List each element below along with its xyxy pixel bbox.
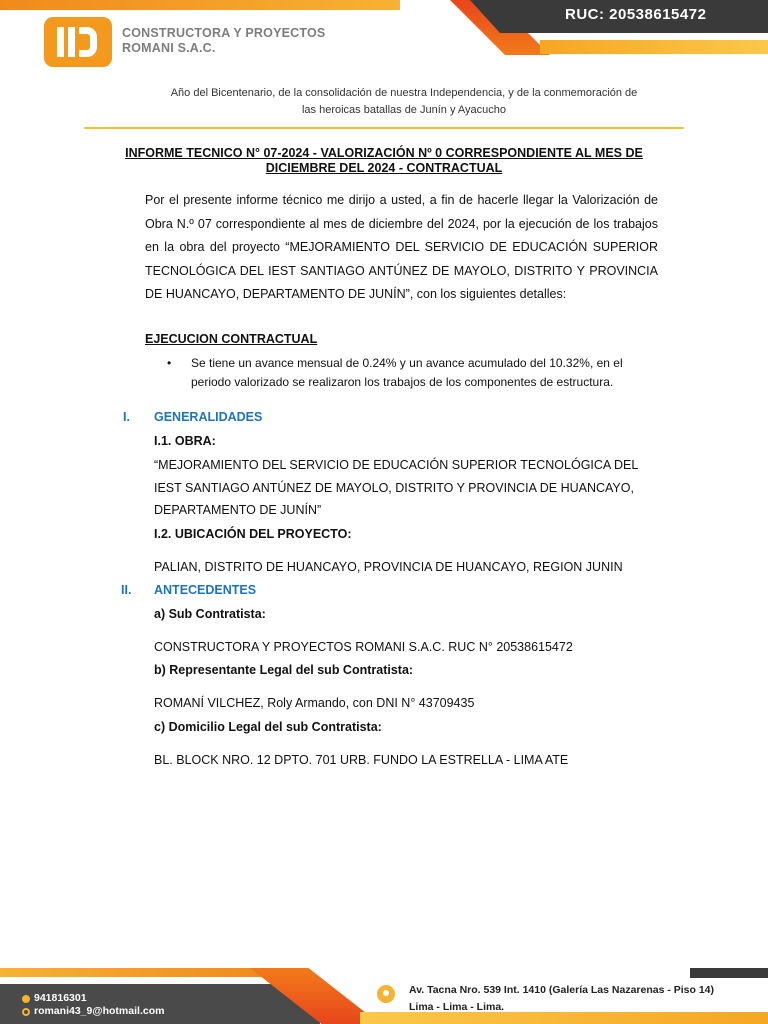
footer-dark-corner: [690, 968, 768, 978]
bullet-icon: •: [167, 356, 172, 370]
domicilio-text: BL. BLOCK NRO. 12 DPTO. 701 URB. FUNDO LA ESTRELLA - LIMA ATE: [154, 753, 569, 767]
company-name: [122, 26, 325, 56]
subcontratista-label: a) Sub Contratista:: [154, 607, 266, 621]
section1-title: GENERALIDADES: [154, 410, 263, 424]
company-logo-icon: [44, 17, 112, 67]
report-title: [100, 146, 668, 176]
company-name-line2: ROMANI S.A.C.: [122, 41, 216, 55]
domicilio-label: c) Domicilio Legal del sub Contratista:: [154, 720, 382, 734]
footer-orange-band: [0, 968, 270, 977]
obra-label: I.1. OBRA:: [154, 434, 216, 448]
motto-line2: las heroicas batallas de Junín y Ayacucho: [301, 104, 507, 116]
representante-text: ROMANÍ VILCHEZ, Roly Armando, con DNI N° 43709435: [154, 696, 475, 710]
section2-title: ANTECEDENTES: [154, 583, 257, 597]
company-name-line1: CONSTRUCTORA Y PROYECTOS: [122, 26, 326, 40]
address-line2: Lima - Lima - Lima.: [409, 1001, 505, 1013]
year-motto: [84, 85, 724, 119]
motto-line1: Año del Bicentenario, de la consolidación de nuestra Independencia, y de la conmemoración de: [170, 87, 638, 99]
footer-dark-band: [0, 984, 320, 1024]
intro-paragraph: Por el presente informe técnico me dirijo a usted, a fin de hacerle llegar la Valorización de Obra N.º 07 correspondiente al mes de diciembre del 2024, por la ejecución de los trabajos en la obra del proyecto “MEJORAMIENTO DEL SERVICIO DE EDUCACIÓN SUPERIOR TECNOLÓGICA DEL IEST SANTIAGO ANTÚNEZ DE MAYOLO, DISTRITO Y PROVINCIA DE HUANCAYO, DEPARTAMENTO DE JUNÍN”, con los siguientes detalles:: [145, 193, 658, 301]
section2-number: II.: [121, 583, 132, 597]
location-pin-icon: [377, 985, 395, 1003]
report-title-line2: DICIEMBRE DEL 2024 - CONTRACTUAL: [265, 161, 503, 175]
header-divider: [84, 127, 684, 129]
exec-bullet: Se tiene un avance mensual de 0.24% y un avance acumulado del 10.32%, en el periodo valorizado se realizaron los trabajos de los componentes de estructura.: [191, 356, 623, 389]
ubicacion-label: I.2. UBICACIÓN DEL PROYECTO:: [154, 527, 352, 541]
address-line1: Av. Tacna Nro. 539 Int. 1410 (Galería Las Nazarenas - Piso 14): [409, 984, 715, 996]
footer-address: [409, 982, 714, 1016]
obra-text: “MEJORAMIENTO DEL SERVICIO DE EDUCACIÓN SUPERIOR TECNOLÓGICA DEL IEST SANTIAGO ANTÚNEZ DE MAYOLO, DISTRITO Y PROVINCIA DE HUANCAYO, DEPARTAMENTO DE JUNÍN”: [154, 458, 638, 517]
exec-heading: EJECUCION CONTRACTUAL: [145, 332, 318, 346]
section1-number: I.: [123, 410, 130, 424]
phone-icon: [22, 995, 30, 1003]
email-icon: [22, 1008, 30, 1016]
ruc-number: RUC: 20538615472: [565, 6, 707, 23]
header-yellow-band: [540, 40, 768, 54]
ubicacion-text: PALIAN, DISTRITO DE HUANCAYO, PROVINCIA DE HUANCAYO, REGION JUNIN: [154, 560, 623, 574]
representante-label: b) Representante Legal del sub Contratista:: [154, 663, 414, 677]
footer-phone: 941816301: [34, 992, 87, 1004]
subcontratista-text: CONSTRUCTORA Y PROYECTOS ROMANI S.A.C. RUC N° 20538615472: [154, 640, 573, 654]
report-title-line1: INFORME TECNICO N° 07-2024 - VALORIZACIÓN Nº 0 CORRESPONDIENTE AL MES DE: [125, 146, 643, 160]
footer-email: romani43_9@hotmail.com: [34, 1005, 165, 1017]
